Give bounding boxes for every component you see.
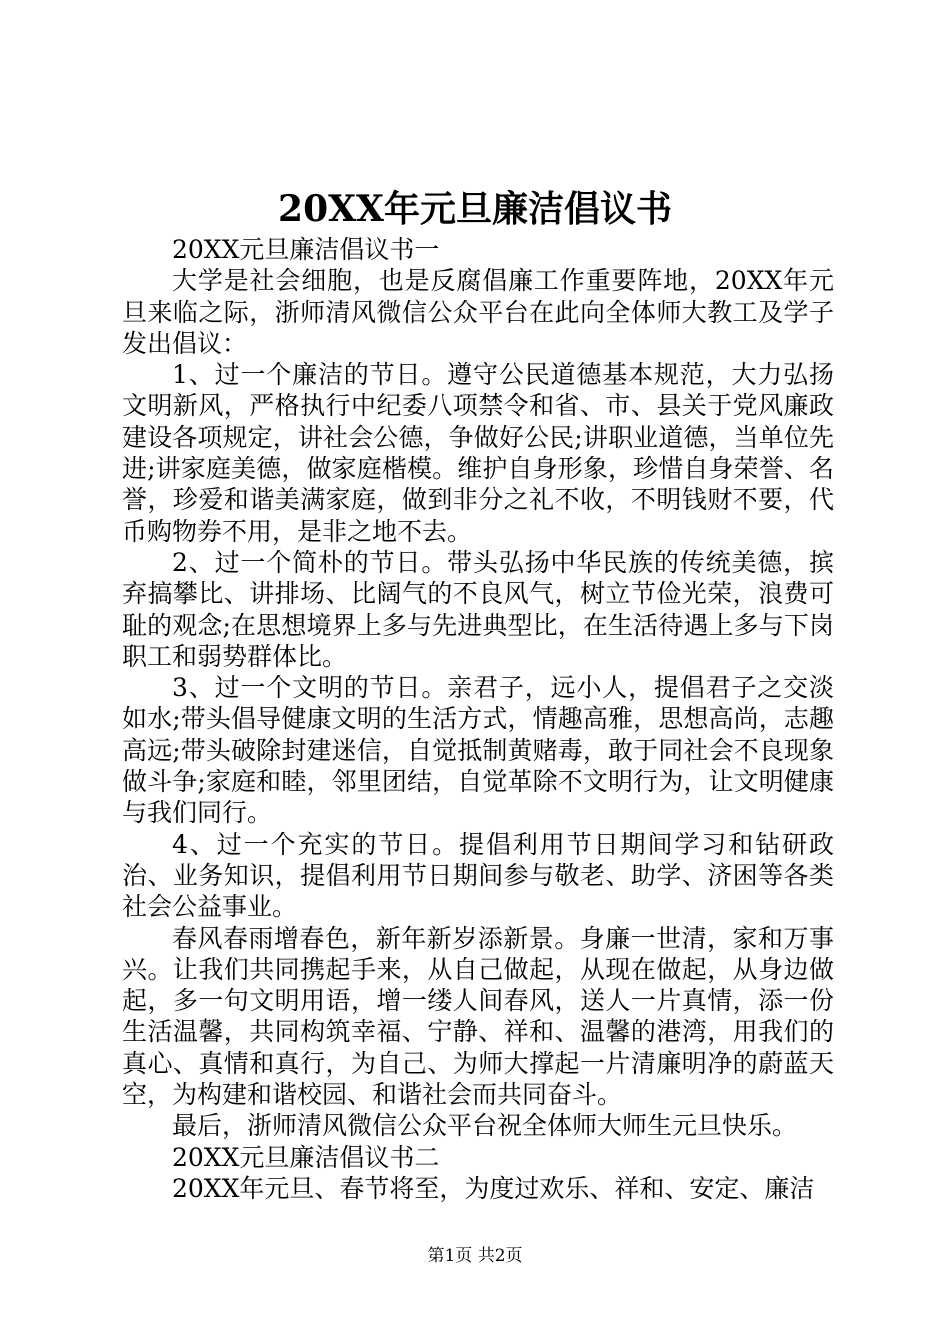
document-body bbox=[122, 234, 834, 1204]
page-indicator: 第1页 共2页 bbox=[427, 1246, 523, 1266]
paragraph-section-2-start: 20XX年元旦、春节将至，为度过欢乐、祥和、安定、廉洁 bbox=[172, 1173, 815, 1203]
paragraph-intro: 大学是社会细胞，也是反腐倡廉工作重要阵地，20XX年元旦来临之际，浙师清风微信公众平台在此向全体师大教工及学子发出倡议： bbox=[122, 266, 834, 358]
paragraph-closing: 春风春雨增春色，新年新岁添新景。身廉一世清，家和万事兴。让我们共同携起手来，从自己做起，从现在做起，从身边做起，多一句文明用语，增一缕人间春风，送人一片真情，添一份生活温馨，共同构筑幸福、宁静、祥和、温馨的港湾，用我们的真心、真情和真行，为自己、为师大撑起一片清廉明净的蔚蓝天空，为构建和谐校园、和谐社会而共同奋斗。 bbox=[122, 923, 834, 1110]
paragraph-item-2: 2、过一个简朴的节日。带头弘扬中华民族的传统美德，摈弃搞攀比、讲排场、比阔气的不良风气，树立节俭光荣，浪费可耻的观念;在思想境界上多与先进典型比，在生活待遇上多与下岗职工和弱势群体比。 bbox=[122, 547, 834, 671]
paragraph-greeting: 最后，浙师清风微信公众平台祝全体师大师生元旦快乐。 bbox=[172, 1111, 798, 1141]
document-title: 20XX年元旦廉洁倡议书 bbox=[278, 188, 672, 230]
paragraph-item-4: 4、过一个充实的节日。提倡利用节日期间学习和钻研政治、业务知识，提倡利用节日期间参与敬老、助学、济困等各类社会公益事业。 bbox=[122, 829, 834, 922]
section-heading-1: 20XX元旦廉洁倡议书一 bbox=[172, 235, 440, 264]
section-heading-2: 20XX元旦廉洁倡议书二 bbox=[172, 1142, 440, 1172]
paragraph-item-3: 3、过一个文明的节日。亲君子，远小人，提倡君子之交淡如水;带头倡导健康文明的生活方式，情趣高雅，思想高尚，志趣高远;带头破除封建迷信，自觉抵制黄赌毒，敢于同社会不良现象做斗争;家庭和睦，邻里团结，自觉革除不文明行为，让文明健康与我们同行。 bbox=[122, 673, 834, 828]
paragraph-item-1: 1、过一个廉洁的节日。遵守公民道德基本规范，大力弘扬文明新风，严格执行中纪委八项禁令和省、市、县关于党风廉政建设各项规定，讲社会公德，争做好公民;讲职业道德，当单位先进;讲家庭美德，做家庭楷模。维护自身形象，珍惜自身荣誉、名誉，珍爱和谐美满家庭，做到非分之礼不收，不明钱财不要，代币购物券不用，是非之地不去。 bbox=[122, 360, 834, 546]
